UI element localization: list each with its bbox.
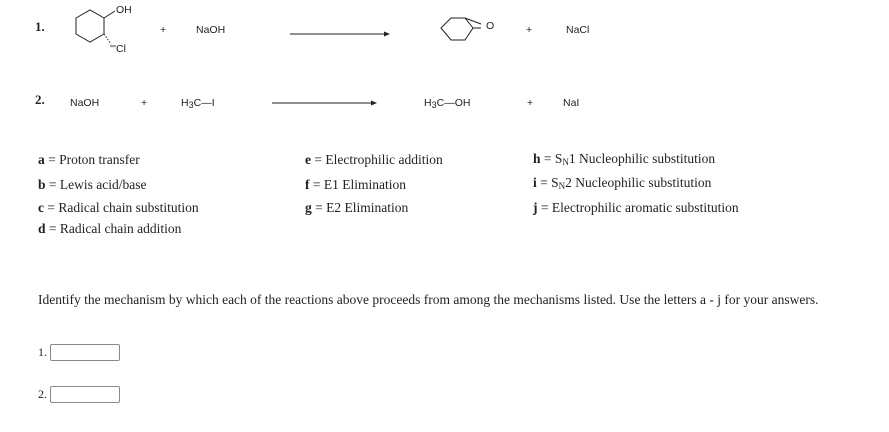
reaction-2-reagent: H3C—I — [181, 97, 215, 110]
mechanism-b: b = Lewis acid/base — [38, 177, 147, 192]
mechanism-c: c = Radical chain substitution — [38, 200, 199, 215]
reaction-2-reactant: NaOH — [70, 97, 100, 109]
mechanism-j: j = Electrophilic aromatic substitution — [533, 200, 739, 215]
answer-1-input[interactable] — [50, 344, 120, 361]
reaction-2-plus: + — [141, 97, 148, 109]
reaction-2-plus-2: + — [527, 97, 534, 109]
reactant-1-chloro-label: '''Cl — [110, 43, 126, 55]
reaction-1-byproduct: NaCl — [566, 24, 590, 36]
product-1-epoxide-structure — [435, 12, 495, 52]
reaction-1-arrow — [290, 30, 390, 38]
reactant-1-hydroxyl-label: OH — [116, 4, 132, 16]
reaction-2-number: 2. — [35, 92, 45, 107]
answer-2-label: 2. — [38, 387, 47, 401]
mechanism-f: f = E1 Elimination — [305, 177, 406, 192]
question-prompt: Identify the mechanism by which each of the reactions above proceeds from among the mechanisms listed. Use the letters a - j for your answers. — [38, 292, 819, 307]
reaction-1-plus: + — [160, 24, 167, 36]
answer-2-input[interactable] — [50, 386, 120, 403]
reaction-2-byproduct: NaI — [563, 97, 580, 109]
mechanism-e: e = Electrophilic addition — [305, 152, 443, 167]
answer-1-label: 1. — [38, 345, 47, 359]
reaction-1-reagent: NaOH — [196, 24, 226, 36]
reaction-1-plus-2: + — [526, 24, 533, 36]
reaction-1-number: 1. — [35, 19, 45, 34]
mechanism-a: a = Proton transfer — [38, 152, 140, 167]
reaction-2-product: H3C—OH — [424, 97, 471, 110]
mechanism-h: $h = S_N1$ Nucleophilic substitution — [533, 151, 716, 167]
reaction-2-arrow — [272, 99, 377, 107]
product-1-oxygen-label: O — [486, 20, 495, 32]
mechanism-i: $i = S_N2$ Nucleophilic substitution — [533, 175, 712, 191]
mechanism-d: d = Radical chain addition — [38, 221, 182, 236]
mechanism-g: g = E2 Elimination — [305, 200, 409, 215]
